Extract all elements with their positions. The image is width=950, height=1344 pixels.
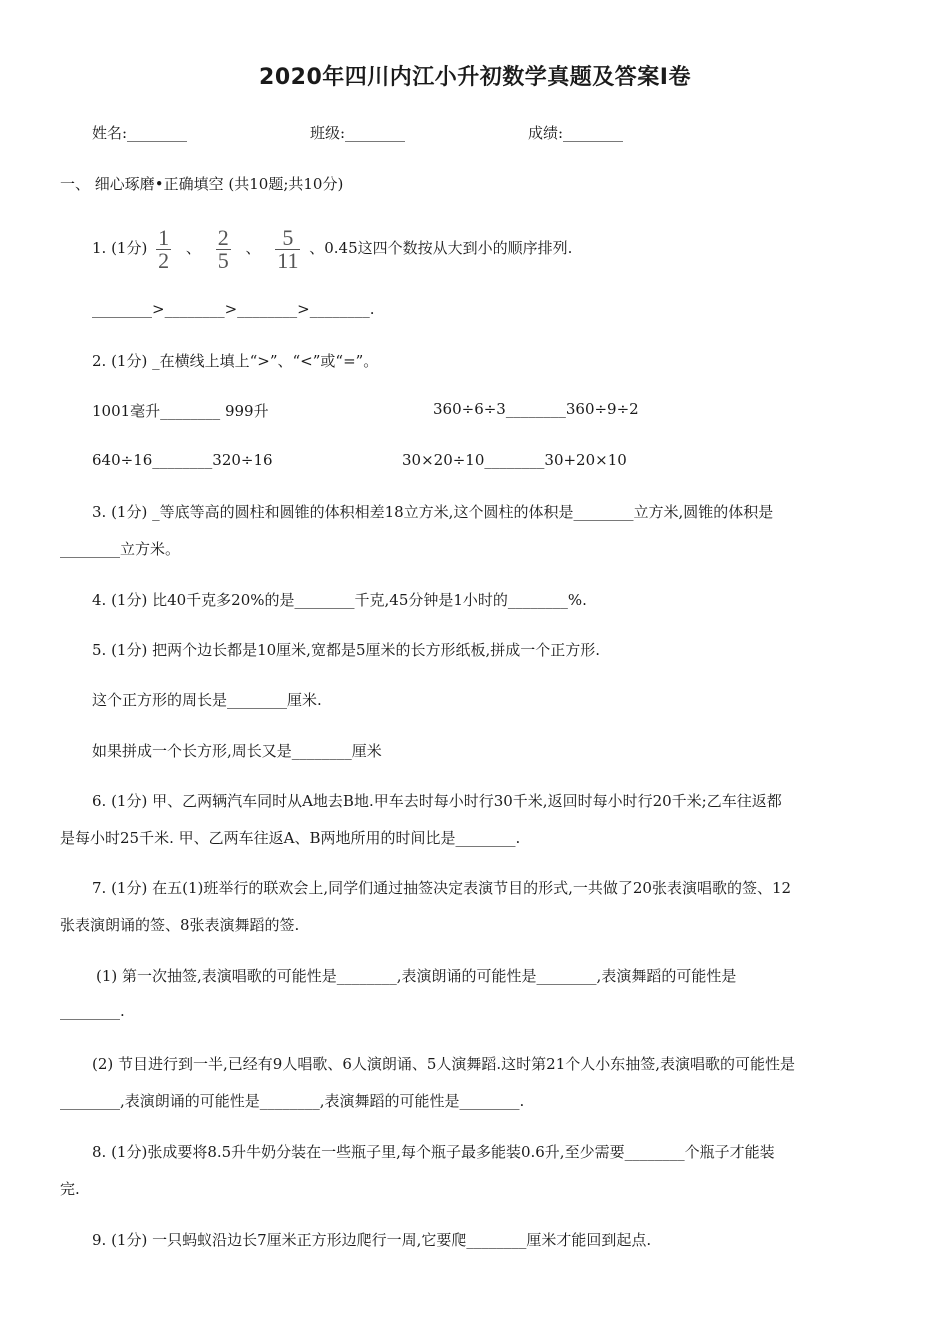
question-2-c: 640÷16________320÷16: [92, 451, 273, 469]
question-2-a: 1001毫升________ 999升: [92, 402, 269, 420]
question-2-d: 30×20÷10________30+20×10: [402, 451, 627, 469]
question-6-line-2: 是每小时25千米. 甲、乙两车往返A、B两地所用的时间比是________.: [60, 829, 521, 847]
question-7-line-1: 7. (1分) 在五(1)班举行的联欢会上,同学们通过抽签决定表演节目的形式,一共做了20张表演唱歌的签、12: [92, 879, 792, 897]
question-7-sub-1-line-1: (1) 第一次抽签,表演唱歌的可能性是________,表演朗诵的可能性是________,表演舞蹈的可能性是: [96, 967, 737, 985]
question-1-answer: ________>________>________>________.: [92, 300, 375, 318]
page-title: 2020年四川内江小升初数学真题及答案I卷: [259, 65, 691, 90]
question-7-sub-2-line-1: (2) 节目进行到一半,已经有9人唱歌、6人演朗诵、5人演舞蹈.这时第21个人小东抽签,表演唱歌的可能性是: [92, 1055, 796, 1073]
fraction-1: $\frac{1}{2}$: [158, 224, 170, 273]
question-3-line-1: 3. (1分) _等底等高的圆柱和圆锥的体积相差18立方米,这个圆柱的体积是________立方米,圆锥的体积是: [92, 503, 774, 521]
class-field: 班级:________: [310, 124, 406, 142]
question-1: [92, 218, 572, 278]
question-5-line-1: 5. (1分) 把两个边长都是10厘米,宽都是5厘米的长方形纸板,拼成一个正方形.: [92, 641, 601, 659]
question-6-line-1: 6. (1分) 甲、乙两辆汽车同时从A地去B地.甲车去时每小时行30千米,返回时每小时行20千米;乙车往返都: [92, 792, 782, 810]
section-heading: 一、 细心琢磨•正确填空 (共10题;共10分): [60, 175, 344, 193]
question-2: 2. (1分) _在横线上填上“>”、“<”或“=”。: [92, 352, 379, 370]
question-8-line-2: 完.: [60, 1180, 80, 1198]
question-7-sub-1-line-2: ________.: [60, 1002, 125, 1020]
fraction-3: $\frac{5}{11}$: [277, 224, 299, 273]
question-7-sub-2-line-2: ________,表演朗诵的可能性是________,表演舞蹈的可能性是________.: [60, 1092, 525, 1110]
question-5-line-2: 这个正方形的周长是________厘米.: [92, 691, 322, 709]
separator: 、: [185, 239, 201, 257]
name-field: 姓名:________: [92, 124, 188, 142]
question-8-line-1: 8. (1分)张成要将8.5升牛奶分装在一些瓶子里,每个瓶子最多能装0.6升,至少需要________个瓶子才能装: [92, 1143, 775, 1161]
question-7-line-2: 张表演朗诵的签、8张表演舞蹈的签.: [60, 916, 300, 934]
separator: 、: [245, 239, 261, 257]
question-9: 9. (1分) 一只蚂蚁沿边长7厘米正方形边爬行一周,它要爬________厘米才能回到起点.: [92, 1231, 652, 1249]
question-5-line-3: 如果拼成一个长方形,周长又是________厘米: [92, 742, 382, 760]
question-2-b: 360÷6÷3________360÷9÷2: [433, 400, 639, 418]
score-field: 成绩:________: [528, 124, 624, 142]
question-1-number: 1. (1分): [92, 239, 148, 257]
question-1-text: 、0.45这四个数按从大到小的顺序排列.: [309, 239, 573, 257]
question-4: 4. (1分) 比40千克多20%的是________千克,45分钟是1小时的________%.: [92, 591, 587, 609]
fraction-2: $\frac{2}{5}$: [217, 224, 229, 273]
question-3-line-2: ________立方米。: [60, 540, 181, 558]
